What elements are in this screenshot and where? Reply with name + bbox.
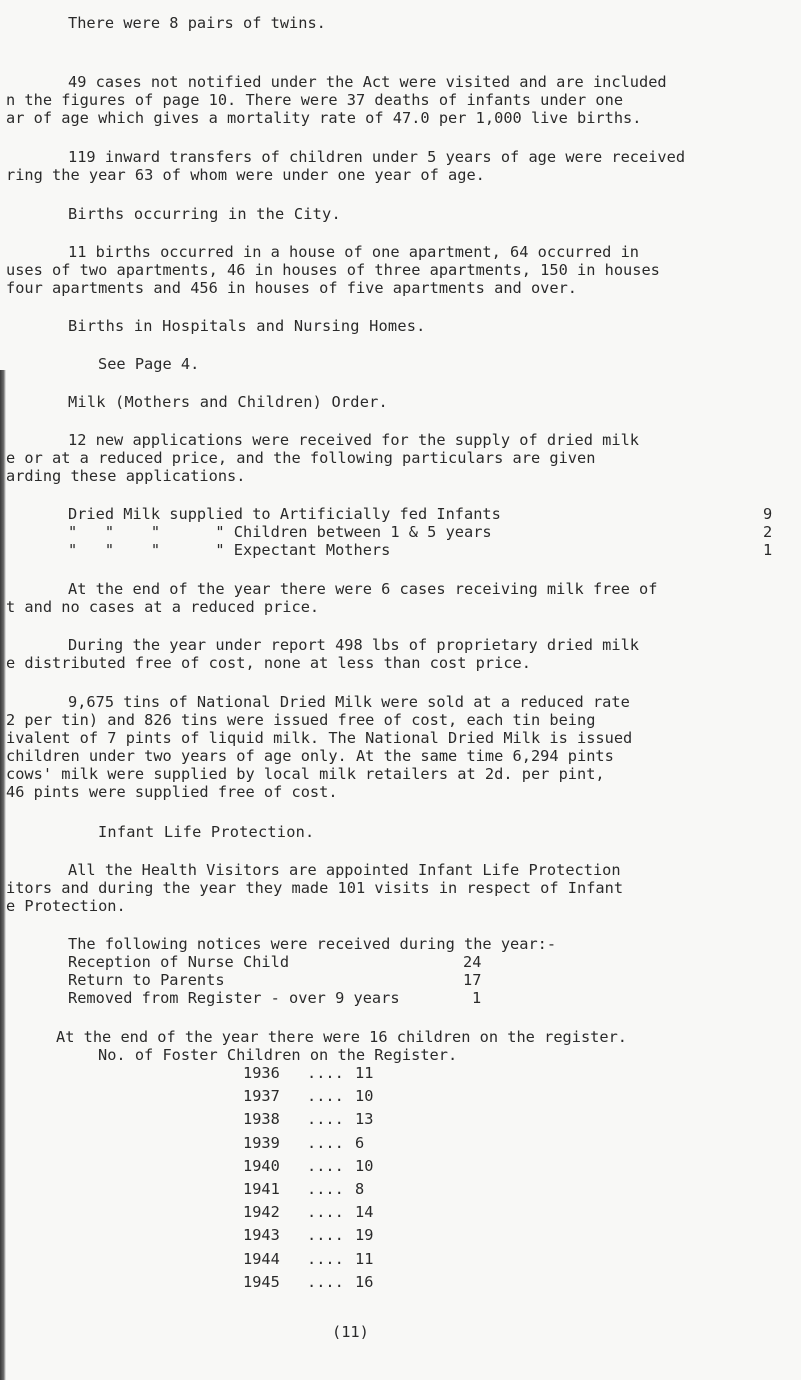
foster-year: 1936: [243, 1064, 280, 1082]
foster-year: 1940: [243, 1157, 280, 1175]
notice-label-3: Removed from Register - over 9 years: [68, 989, 400, 1007]
foster-count: 19: [355, 1226, 374, 1244]
notice-value-3: 1: [472, 989, 482, 1007]
unnotified-line-3: ar of age which gives a mortality rate of 47.0 per 1,000 live births.: [6, 109, 642, 127]
foster-leader-dots: ....: [307, 1134, 344, 1152]
milk-row-label-1: Dried Milk supplied to Artificially fed Infants: [68, 505, 501, 523]
register-end-line: At the end of the year there were 16 children on the register.: [56, 1028, 627, 1046]
births-city-line-3: four apartments and 456 in houses of five apartments and over.: [6, 279, 577, 297]
milk-row-label-3: " " " " Expectant Mothers: [68, 541, 391, 559]
national-line-5: cows' milk were supplied by local milk retailers at 2d. per pint,: [6, 765, 605, 783]
infant-life-line-1: All the Health Visitors are appointed Infant Life Protection: [68, 861, 621, 879]
infant-life-line-3: e Protection.: [6, 897, 126, 915]
national-line-2: 2 per tin) and 826 tins were issued free of cost, each tin being: [6, 711, 596, 729]
page-number: (11): [332, 1323, 369, 1341]
notice-label-1: Reception of Nurse Child: [68, 953, 290, 971]
foster-leader-dots: ....: [307, 1273, 344, 1291]
unnotified-line-2: n the figures of page 10. There were 37 deaths of infants under one: [6, 91, 624, 109]
milk-order-line-3: arding these applications.: [6, 467, 246, 485]
proprietary-line-2: e distributed free of cost, none at less than cost price.: [6, 654, 531, 672]
milk-order-line-2: e or at a reduced price, and the following particulars are given: [6, 449, 596, 467]
births-city-line-2: uses of two apartments, 46 in houses of three apartments, 150 in houses: [6, 261, 660, 279]
milk-order-line-1: 12 new applications were received for the supply of dried milk: [68, 431, 639, 449]
national-line-4: children under two years of age only. At the same time 6,294 pints: [6, 747, 614, 765]
infant-life-line-2: itors and during the year they made 101 visits in respect of Infant: [6, 879, 624, 897]
foster-year: 1937: [243, 1087, 280, 1105]
foster-leader-dots: ....: [307, 1110, 344, 1128]
infant-life-heading: Infant Life Protection.: [98, 823, 315, 841]
births-city-line-1: 11 births occurred in a house of one apartment, 64 occurred in: [68, 243, 639, 261]
twins-line: There were 8 pairs of twins.: [68, 14, 326, 32]
foster-year: 1944: [243, 1250, 280, 1268]
notice-label-2: Return to Parents: [68, 971, 225, 989]
milk-row-value-1: 9: [763, 505, 773, 523]
transfers-line-1: 119 inward transfers of children under 5 years of age were received: [68, 148, 686, 166]
national-line-6: 46 pints were supplied free of cost.: [6, 783, 338, 801]
foster-count: 11: [355, 1064, 374, 1082]
national-line-1: 9,675 tins of National Dried Milk were sold at a reduced rate: [68, 693, 630, 711]
foster-count: 8: [355, 1180, 365, 1198]
foster-year: 1945: [243, 1273, 280, 1291]
national-line-3: ivalent of 7 pints of liquid milk. The National Dried Milk is issued: [6, 729, 633, 747]
foster-count: 10: [355, 1087, 374, 1105]
foster-year: 1942: [243, 1203, 280, 1221]
foster-leader-dots: ....: [307, 1157, 344, 1175]
foster-count: 16: [355, 1273, 374, 1291]
foster-leader-dots: ....: [307, 1087, 344, 1105]
end-year-line-1: At the end of the year there were 6 cases receiving milk free of: [68, 580, 658, 598]
milk-row-label-2: " " " " Children between 1 & 5 years: [68, 523, 492, 541]
notice-value-1: 24: [463, 953, 482, 971]
milk-row-value-3: 1: [763, 541, 773, 559]
proprietary-line-1: During the year under report 498 lbs of proprietary dried milk: [68, 636, 639, 654]
foster-count: 10: [355, 1157, 374, 1175]
see-page-ref: See Page 4.: [98, 355, 200, 373]
foster-year: 1938: [243, 1110, 280, 1128]
page-edge-shadow: [0, 370, 6, 1380]
foster-count: 6: [355, 1134, 365, 1152]
notices-intro: The following notices were received during the year:-: [68, 935, 557, 953]
foster-year: 1941: [243, 1180, 280, 1198]
foster-leader-dots: ....: [307, 1203, 344, 1221]
foster-leader-dots: ....: [307, 1064, 344, 1082]
births-hospitals-heading: Births in Hospitals and Nursing Homes.: [68, 317, 426, 335]
foster-heading: No. of Foster Children on the Register.: [98, 1046, 458, 1064]
transfers-line-2: ring the year 63 of whom were under one year of age.: [6, 166, 485, 184]
end-year-line-2: t and no cases at a reduced price.: [6, 598, 320, 616]
milk-order-heading: Milk (Mothers and Children) Order.: [68, 393, 388, 411]
foster-leader-dots: ....: [307, 1250, 344, 1268]
foster-leader-dots: ....: [307, 1180, 344, 1198]
foster-leader-dots: ....: [307, 1226, 344, 1244]
foster-count: 11: [355, 1250, 374, 1268]
notice-value-2: 17: [463, 971, 482, 989]
foster-count: 14: [355, 1203, 374, 1221]
milk-row-value-2: 2: [763, 523, 773, 541]
foster-year: 1939: [243, 1134, 280, 1152]
unnotified-line-1: 49 cases not notified under the Act were visited and are included: [68, 73, 667, 91]
foster-count: 13: [355, 1110, 374, 1128]
foster-year: 1943: [243, 1226, 280, 1244]
births-city-heading: Births occurring in the City.: [68, 205, 341, 223]
